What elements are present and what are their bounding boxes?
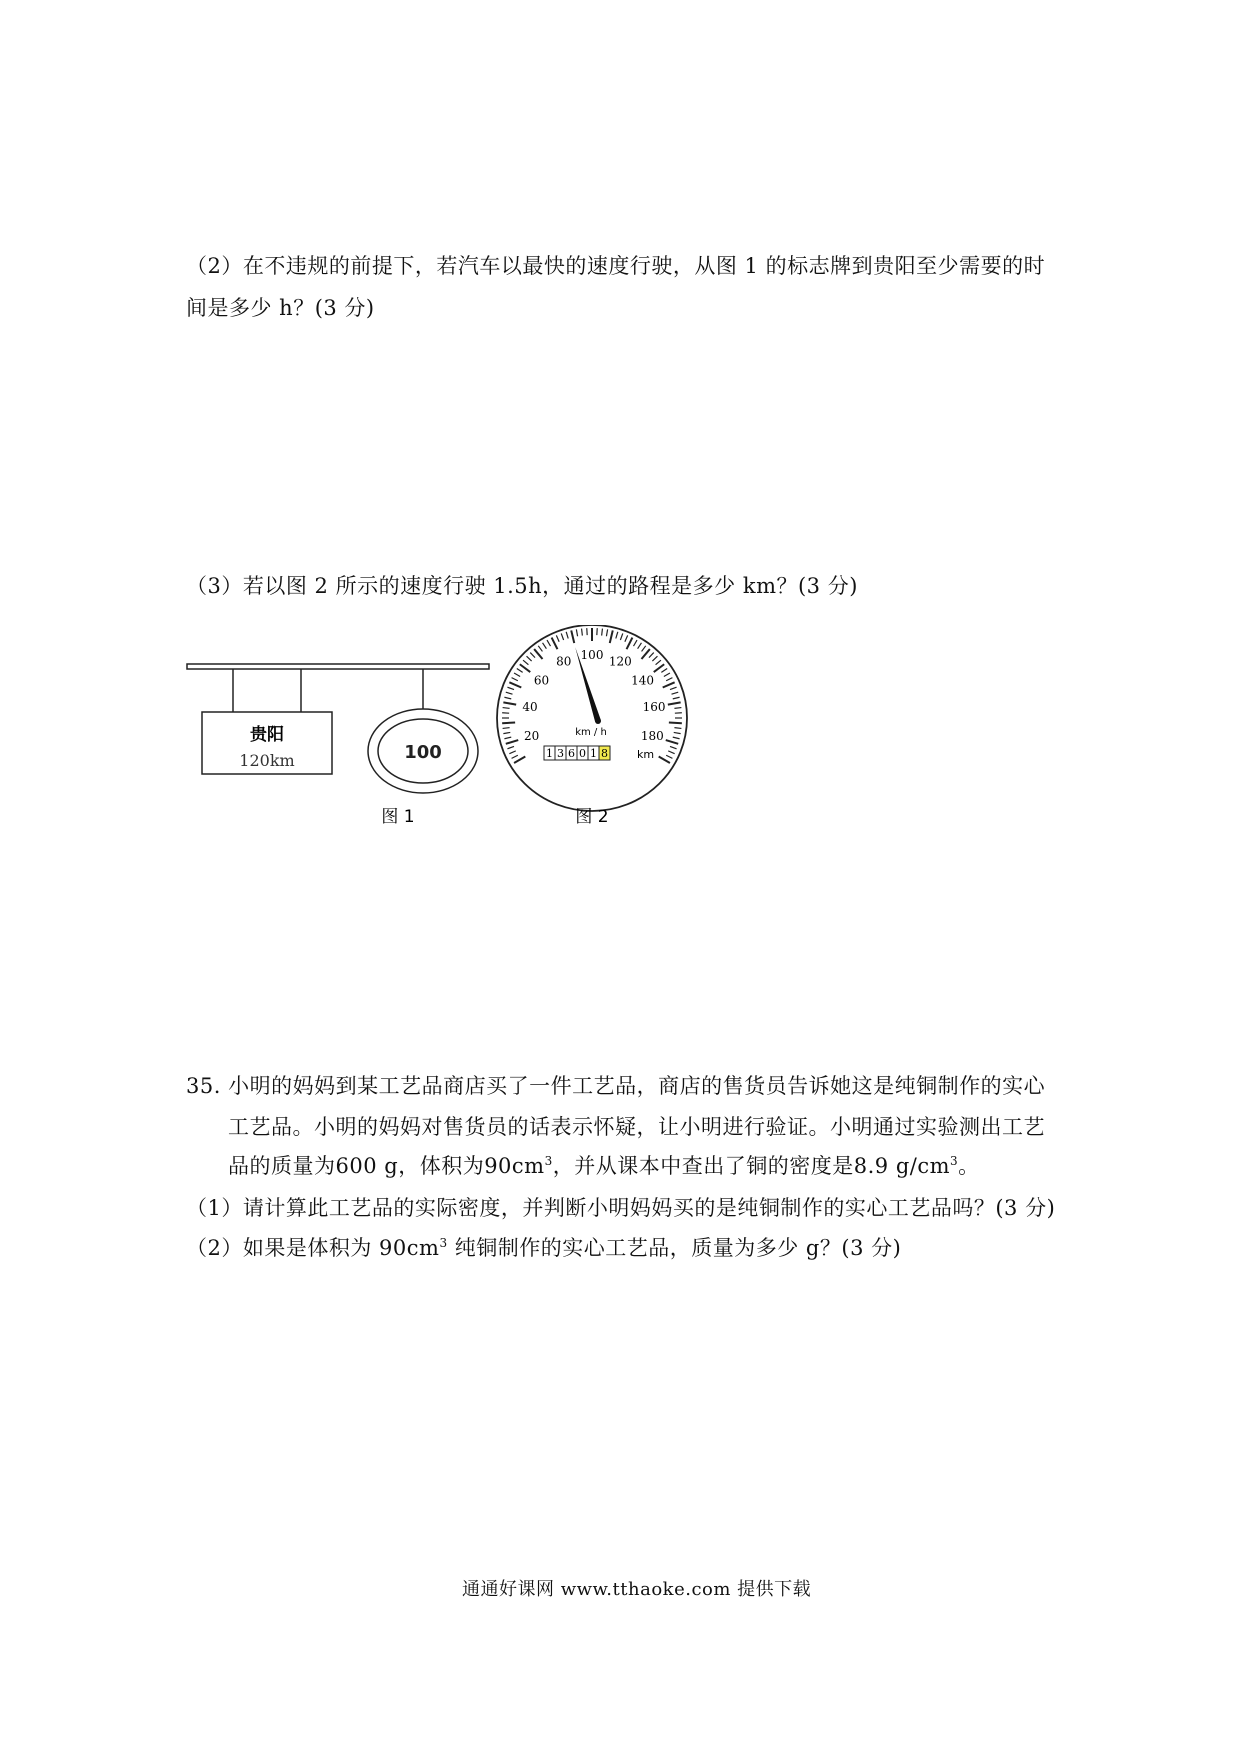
speed-unit: km / h — [575, 727, 607, 738]
speedometer-label: 140 — [631, 673, 654, 688]
problem-35-mass-volume: 品的质量为600 g，体积为90cm — [228, 1154, 545, 1178]
odometer — [544, 746, 610, 760]
problem-35-question-1: （1）请计算此工艺品的实际密度，并判断小明妈妈买的是纯铜制作的实心工艺品吗？(3 分) — [186, 1196, 1056, 1220]
problem-35-q2-end: 纯铜制作的实心工艺品，质量为多少 g？(3 分) — [447, 1236, 902, 1260]
speedometer-label: 160 — [642, 700, 666, 715]
superscript-3: 3 — [439, 1236, 448, 1250]
superscript-3: 3 — [544, 1154, 553, 1168]
speedometer-label: 120 — [608, 654, 632, 669]
problem-35-period: 。 — [958, 1154, 980, 1178]
speedometer-tick — [674, 728, 681, 729]
problem-35-question-2 — [186, 1232, 901, 1262]
speedometer-label: 180 — [640, 729, 664, 744]
odometer-digit: 8 — [601, 747, 608, 760]
problem-35-q2-start: （2）如果是体积为 90cm — [186, 1236, 440, 1260]
odometer-digit: 0 — [579, 747, 586, 760]
figure-1-caption: 图 1 — [381, 807, 415, 827]
question-3: （3）若以图 2 所示的速度行驶 1.5h，通过的路程是多少 km？(3 分) — [186, 574, 858, 598]
sign-city: 贵阳 — [250, 725, 284, 745]
speedometer-label: 60 — [533, 673, 550, 688]
speedometer-tick — [582, 629, 583, 636]
figure-2-caption: 图 2 — [575, 807, 609, 827]
superscript-3: 3 — [950, 1154, 959, 1168]
figure-sign-and-speedometer — [180, 625, 700, 830]
speedometer-tick — [669, 722, 682, 723]
figure-2-speedometer — [497, 625, 687, 827]
speed-limit-value: 100 — [404, 742, 442, 763]
needle-hub — [595, 718, 601, 724]
speedometer-label: 100 — [580, 648, 604, 662]
gantry-beam — [187, 664, 489, 669]
odometer-unit: km — [637, 748, 655, 761]
speedometer-tick — [503, 708, 510, 709]
sign-distance: 120km — [239, 751, 295, 770]
problem-35-density-text: ，并从课本中查出了铜的密度是8.9 g/cm — [552, 1154, 951, 1178]
speedometer-label: 40 — [522, 700, 538, 715]
odometer-digit: 3 — [557, 747, 564, 760]
speedometer-tick — [674, 708, 681, 709]
speedometer-tick — [502, 722, 515, 723]
problem-35-line-1: 35. 小明的妈妈到某工艺品商店买了一件工艺品，商店的售货员告诉她这是纯铜制作的实心 — [186, 1074, 1046, 1098]
speedometer-label: 20 — [524, 729, 540, 744]
question-2-line-1: （2）在不违规的前提下，若汽车以最快的速度行驶，从图 1 的标志牌到贵阳至少需要的时 — [186, 254, 1046, 278]
speedometer-label: 80 — [556, 654, 572, 669]
footer-download-note: 通通好课网 www.tthaoke.com 提供下载 — [462, 1579, 812, 1600]
odometer-digit: 1 — [546, 747, 553, 760]
speedometer-tick — [602, 629, 603, 636]
figure-1 — [187, 664, 489, 827]
question-2-line-2: 间是多少 h？(3 分) — [186, 296, 375, 320]
speedometer-tick — [503, 728, 510, 729]
odometer-digit: 1 — [590, 747, 597, 760]
problem-35-line-3 — [228, 1150, 980, 1180]
problem-35-line-2: 工艺品。小明的妈妈对售货员的话表示怀疑，让小明进行验证。小明通过实验测出工艺 — [228, 1115, 1045, 1139]
odometer-digit: 6 — [568, 747, 575, 760]
